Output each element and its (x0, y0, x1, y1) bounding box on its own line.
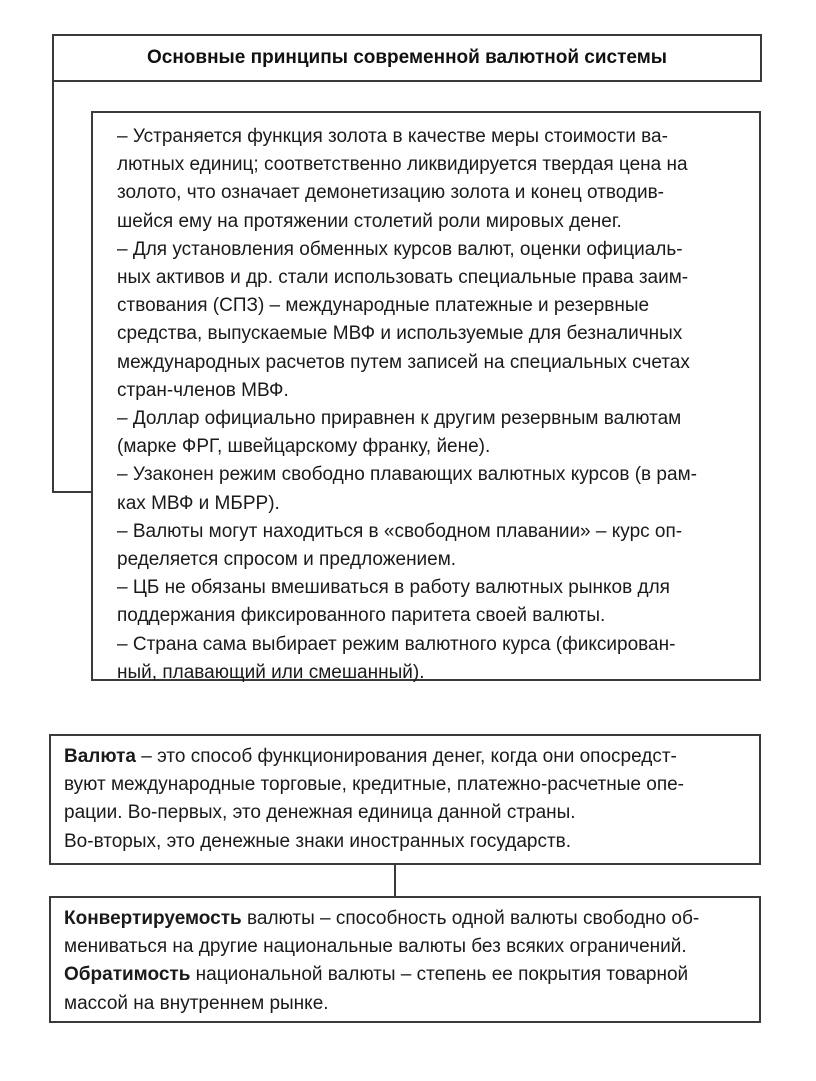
principles-line: – Для установления обменных курсов валют, оценки официаль- (117, 238, 683, 260)
connector-line-vertical (52, 82, 54, 493)
principles-line: ределяется спросом и предложением. (117, 549, 457, 571)
principles-line: золото, что означает демонетизацию золота и конец отводив- (117, 182, 665, 204)
diagram-title: Основные принципы современной валютной системы (146, 47, 668, 68)
convertibility-line: мениваться на другие национальные валюты без всяких ограничений. (64, 936, 687, 958)
currency-line: Во-вторых, это денежные знаки иностранных государств. (64, 830, 572, 852)
principles-line: – Доллар официально приравнен к другим резервным валютам (117, 408, 682, 430)
convertibility-definition-box (49, 896, 761, 1023)
title-box (52, 34, 762, 82)
principles-line: ных активов и др. стали использовать специальные права заим- (117, 267, 689, 289)
currency-line: рации. Во-первых, это денежная единица данной страны. (64, 802, 576, 824)
principles-line: – Валюты могут находиться в «свободном плавании» – курс оп- (117, 520, 683, 542)
principles-box (91, 111, 761, 681)
principles-line: – Устраняется функция золота в качестве меры стоимости ва- (117, 126, 668, 147)
principles-line: – Узаконен режим свободно плавающих валютных курсов (в рам- (117, 464, 697, 486)
currency-line-text: – это способ функционирования денег, когда они опосредст- (135, 746, 677, 767)
currency-line (64, 743, 741, 771)
reversibility-line-text: национальной валюты – степень ее покрытия товарной (190, 964, 689, 986)
reversibility-line (64, 961, 741, 989)
principles-line: поддержания фиксированного паритета своей валюты. (117, 605, 606, 627)
currency-definition-box (49, 734, 761, 865)
principles-line: – Страна сама выбирает режим валютного курса (фиксирован- (117, 633, 676, 655)
principles-line: ный, плавающий или смешанный). (117, 661, 425, 683)
connector-line-lower (394, 864, 396, 898)
principles-line: стран-членов МВФ. (117, 379, 289, 401)
reversibility-term: Обратимость (64, 964, 191, 986)
principles-line: международных расчетов путем записей на специальных счетах (117, 351, 690, 373)
currency-line: вуют международные торговые, кредитные, платежно-расчетные опе- (64, 774, 685, 796)
convertibility-line-text: валюты – способность одной валюты свободно об- (241, 908, 700, 929)
principles-line: (марке ФРГ, швейцарскому франку, йене). (117, 436, 491, 458)
principles-line: ках МВФ и МБРР). (117, 492, 280, 514)
principles-line: ствования (СПЗ) – международные платежные и резервные (117, 295, 650, 317)
principles-line: лютных единиц; соответственно ликвидируется твердая цена на (117, 154, 688, 176)
reversibility-line: массой на внутреннем рынке. (64, 992, 329, 1014)
convertibility-term: Конвертируемость (64, 908, 242, 929)
connector-line-horizontal (52, 491, 93, 493)
currency-term: Валюта (64, 746, 136, 767)
convertibility-line (64, 905, 741, 933)
principles-line: – ЦБ не обязаны вмешиваться в работу валютных рынков для (117, 577, 670, 599)
principles-line: средства, выпускаемые МВФ и используемые для безналичных (117, 323, 683, 345)
principles-line: шейся ему на протяжении столетий роли мировых денег. (117, 210, 622, 232)
